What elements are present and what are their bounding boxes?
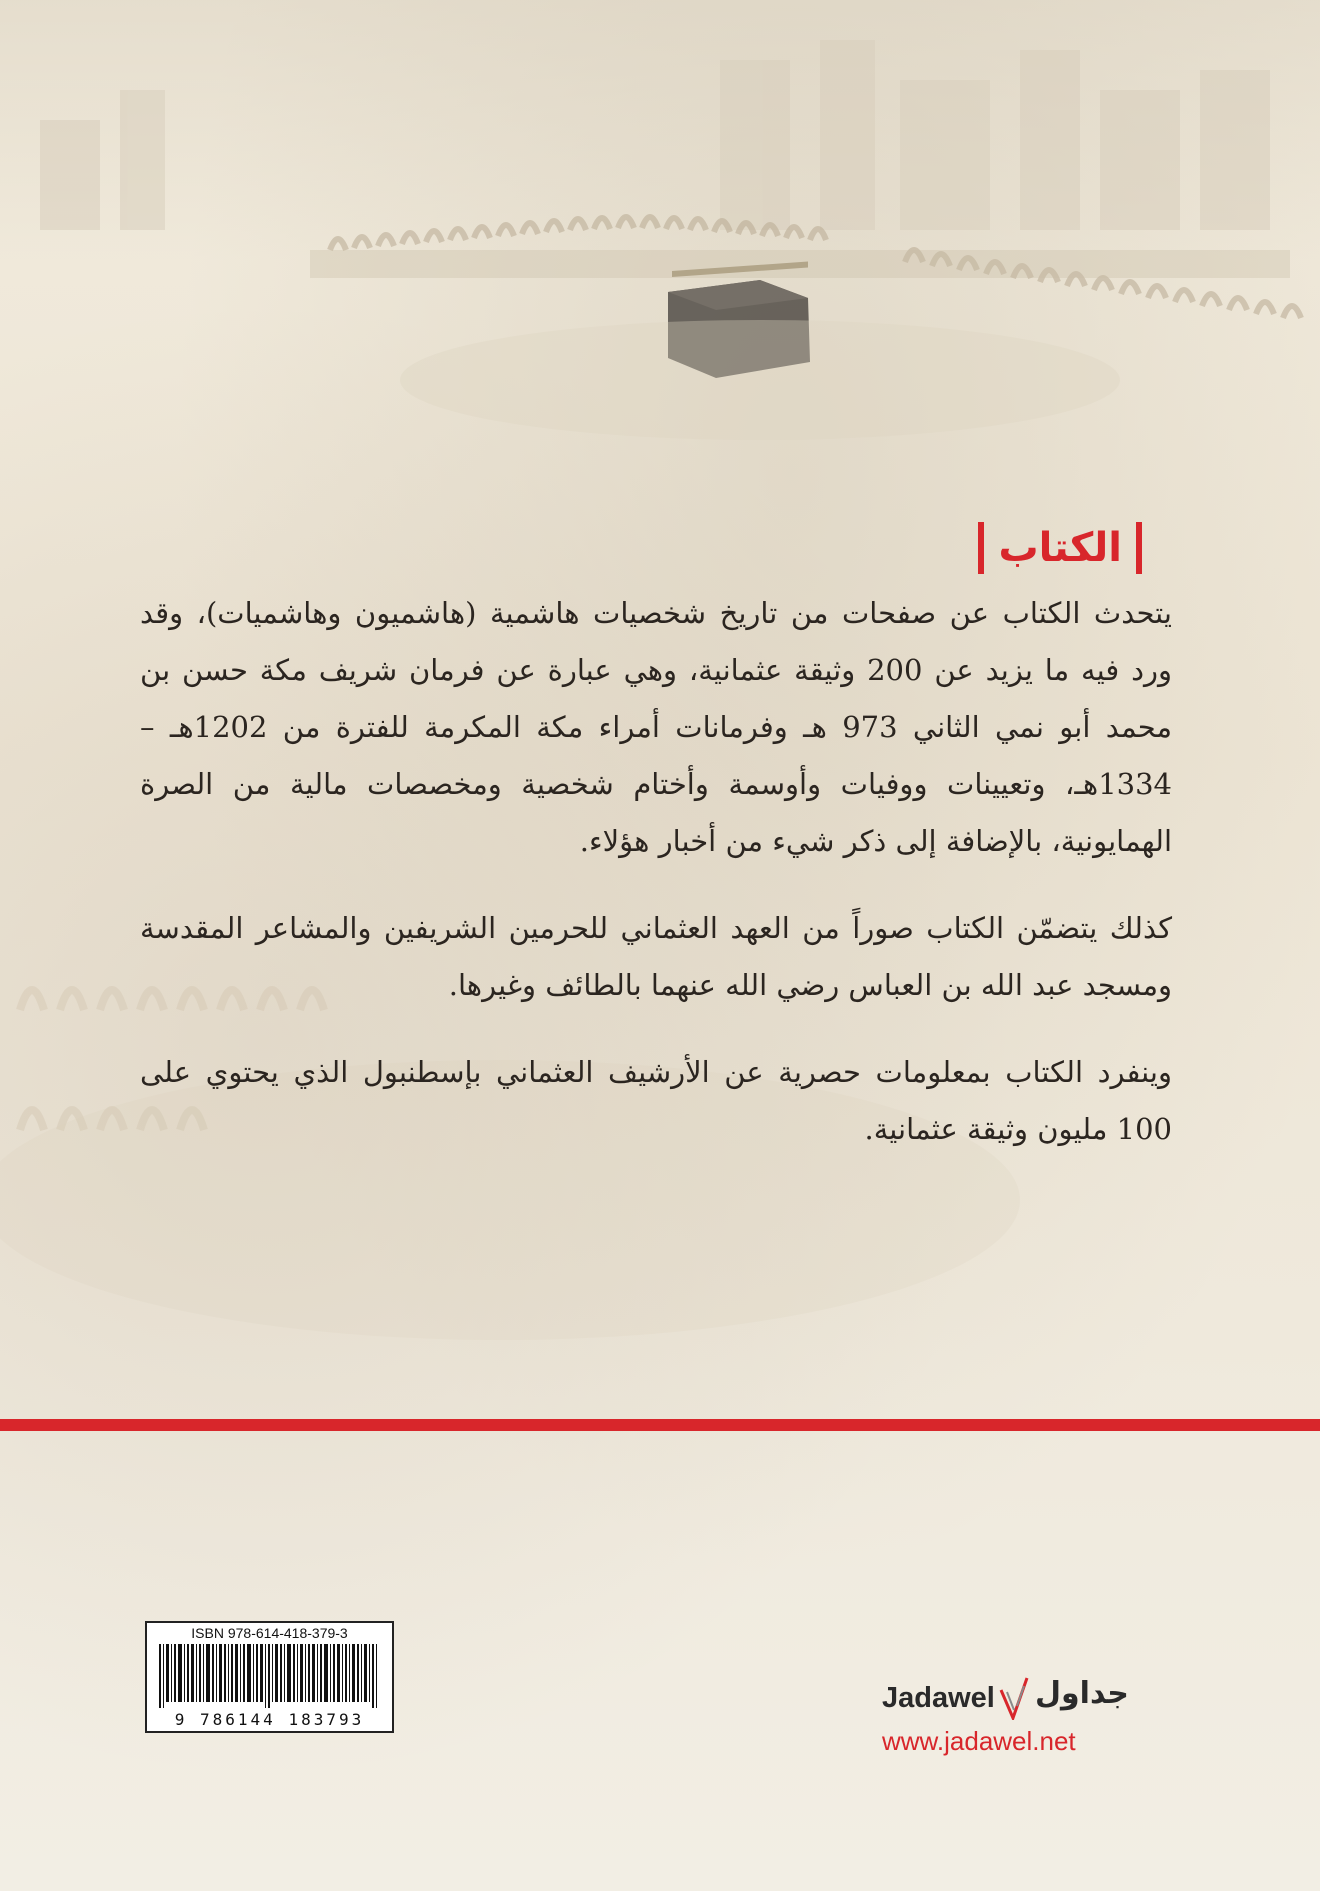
leaf-check-icon (997, 1676, 1031, 1720)
description-paragraph: يتحدث الكتاب عن صفحات من تاريخ شخصيات هاشمية (هاشميون وهاشميات)، وقد ورد فيه ما يزيد عن 200 وثيقة عثمانية، وهي عبارة عن فرمان شريف مكة حسن بن محمد أبو نمي الثاني 973 هـ وفرمانات أمراء مكة المكرمة للفترة من 1202هـ – 1334هـ، وتعيينات ووفيات وأوسمة وأختام شخصية ومخصصات مالية من الصرة الهمايونية، بالإضافة إلى ذكر شيء من أخبار هؤلاء. (140, 596, 1172, 858)
section-heading (978, 520, 1142, 576)
description-paragraph: كذلك يتضمّن الكتاب صوراً من العهد العثماني للحرمين الشريفين والمشاعر المقدسة ومسجد عبد الله بن العباس رضي الله عنهما بالطائف وغيرها. (140, 911, 1172, 1002)
barcode-digits: 9 786144 183793 (174, 1710, 365, 1729)
heading-bar-right (1136, 522, 1142, 574)
section-title: الكتاب (998, 525, 1122, 571)
publisher-name-arabic: جداول (1035, 1676, 1129, 1711)
description-paragraph: وينفرد الكتاب بمعلومات حصرية عن الأرشيف العثماني بإسطنبول الذي يحتوي على 100 مليون وثيقة عثمانية. (140, 1055, 1172, 1146)
heading-bar-left (978, 522, 984, 574)
isbn-barcode (145, 1621, 394, 1733)
publisher-url[interactable]: www.jadawel.net (882, 1726, 1076, 1756)
publisher-name-latin: Jadawel (882, 1682, 995, 1714)
book-description (140, 585, 1172, 1188)
barcode-bars-icon (155, 1644, 384, 1708)
publisher-logo (882, 1676, 1132, 1766)
isbn-label: ISBN 978-614-418-379-3 (191, 1625, 348, 1641)
red-divider-line (0, 1419, 1320, 1431)
